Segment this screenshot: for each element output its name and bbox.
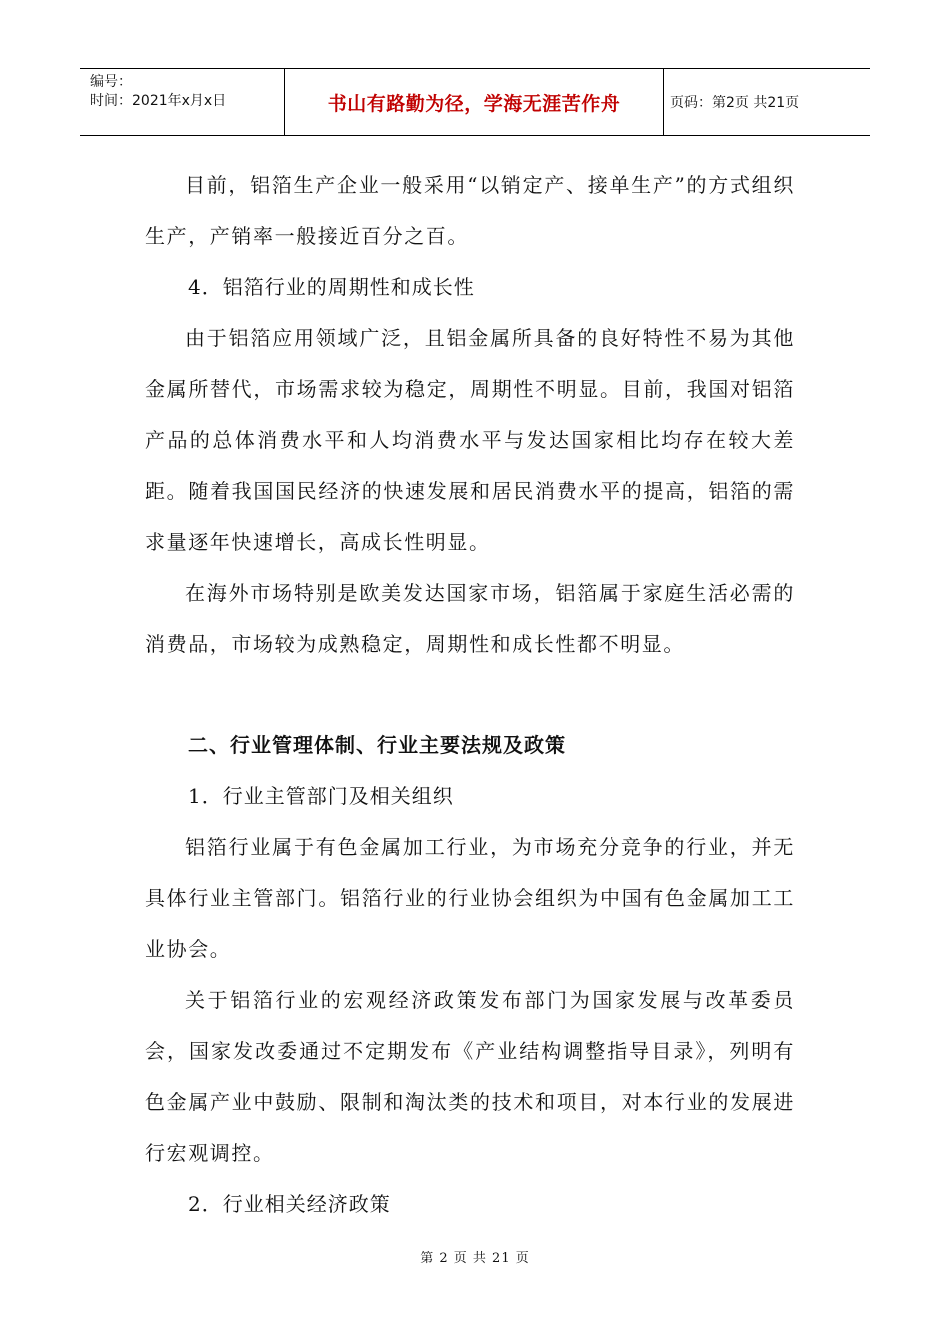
number-label: 编号： [90, 74, 132, 90]
document-body [145, 160, 795, 1230]
section-title-management: 二、行业管理体制、行业主要法规及政策 [188, 733, 566, 757]
time-label: 时间：2021年x月x日 [90, 93, 227, 109]
motto-text: 书山有路勤为径，学海无涯苦作舟 [327, 92, 621, 115]
header-page-info [664, 69, 870, 135]
section-spacer [145, 670, 795, 720]
page-footer [0, 1247, 950, 1266]
header-motto-cell [284, 69, 664, 135]
paragraph-production-mode: 目前，铝箔生产企业一般采用“以销定产、接单生产”的方式组织生产，产销率一般接近百分之百。 [145, 173, 795, 248]
subheading-cyclicality: 4．铝箔行业的周期性和成长性 [188, 275, 475, 299]
paragraph-overseas-market: 在海外市场特别是欧美发达国家市场，铝箔属于家庭生活必需的消费品，市场较为成熟稳定，周期性和成长性都不明显。 [145, 581, 795, 656]
footer-page-number: 第 2 页 共 21 页 [420, 1251, 530, 1266]
paragraph-authorities: 铝箔行业属于有色金属加工行业，为市场充分竞争的行业，并无具体行业主管部门。铝箔行业的行业协会组织为中国有色金属加工工业协会。 [145, 835, 795, 961]
page-info-text: 页码：第2页 共21页 [670, 95, 800, 111]
header-meta [80, 69, 284, 135]
paragraph-cyclicality: 由于铝箔应用领域广泛，且铝金属所具备的良好特性不易为其他金属所替代，市场需求较为稳定，周期性不明显。目前，我国对铝箔产品的总体消费水平和人均消费水平与发达国家相比均存在较大差距。随着我国国民经济的快速发展和居民消费水平的提高，铝箔的需求量逐年快速增长，高成长性明显。 [145, 326, 795, 554]
subheading-authorities: 1．行业主管部门及相关组织 [188, 784, 454, 808]
document-header [80, 68, 870, 136]
subheading-economic-policy: 2．行业相关经济政策 [188, 1192, 391, 1216]
paragraph-macro-policy: 关于铝箔行业的宏观经济政策发布部门为国家发展与改革委员会，国家发改委通过不定期发布《产业结构调整指导目录》，列明有色金属产业中鼓励、限制和淘汰类的技术和项目，对本行业的发展进行宏观调控。 [145, 988, 795, 1165]
